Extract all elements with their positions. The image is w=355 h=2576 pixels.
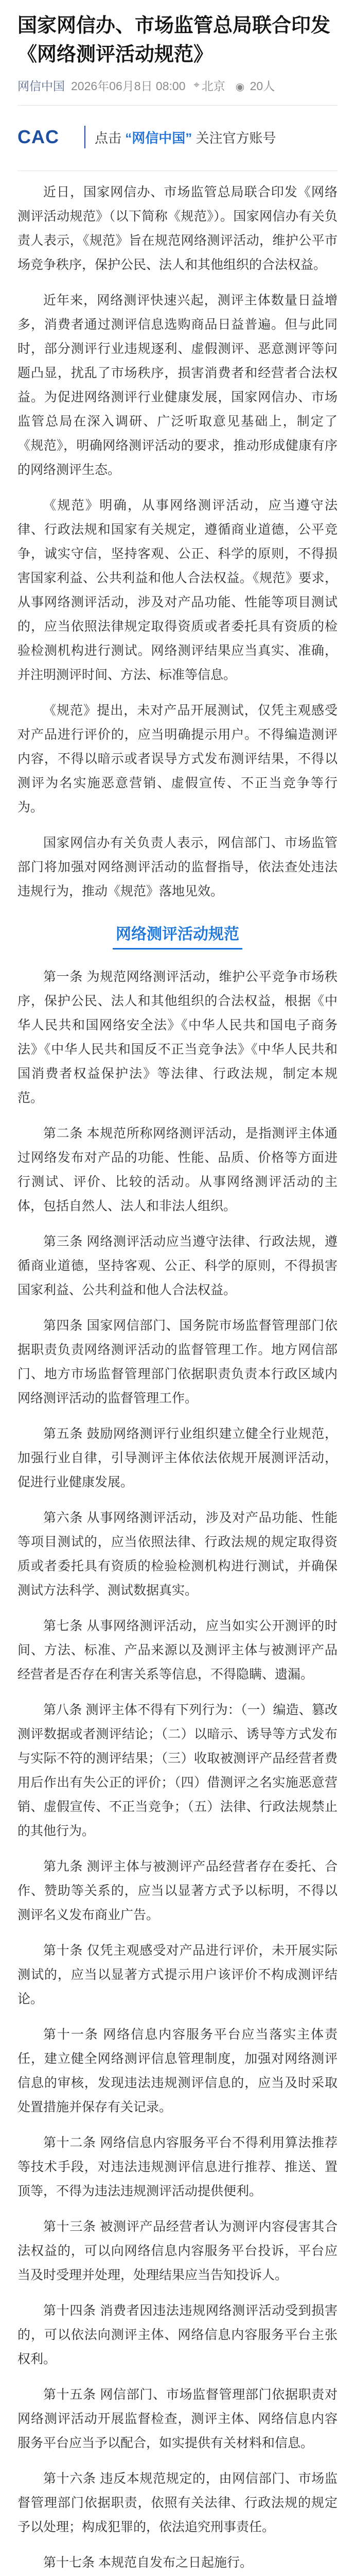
article-title: 国家网信办、市场监管总局联合印发《网络测评活动规范》 (17, 15, 331, 65)
regulation-article: 第十一条 网络信息内容服务平台应当落实主体责任，建立健全网络测评信息管理制度，加强对网络测评信息的审核，发现违法违规测评信息的，应当及时采取处置措施并保存有关记录。 (17, 2027, 338, 2114)
regulation-article: 第十条 仅凭主观感受对产品进行评价，未开展实际测试的，应当以显著方式提示用户该评价不构成测评结论。 (17, 1943, 338, 2006)
regulation-article: 第一条 为规范网络测评活动，维护公平竞争市场秩序，保护公民、法人和其他组织的合法权益，根据《中华人民共和国网络安全法》《中华人民共和国电子商务法》《中华人民共和国反不正当竞争法》《中华人民共和国消费者权益保护法》等法律、行政法规，制定本规范。 (17, 970, 338, 1105)
intro-paragraph: 《规范》明确，从事网络测评活动，应当遵守法律、行政法规和国家有关规定，遵循商业道德，公平竞争，诚实守信，坚持客观、公正、科学的原则，不得损害国家利益、公共利益和他人合法权益。《规范》要求，从事网络测评活动，涉及对产品功能、性能等项目测试的，应当依照法律规定取得资质或者委托具有资质的检验检测机构进行测试。网络测评结果应当真实、准确，并注明测评时间、方法、标准等信息。 (17, 498, 338, 682)
regulation-article: 第六条 从事网络测评活动，涉及对产品功能、性能等项目测试的，应当依照法律、行政法规的规定取得资质或者委托具有资质的检验检测机构进行测试，并确保测试方法科学、测试数据真实。 (17, 1511, 338, 1598)
regulation-article: 第十七条 本规范自发布之日起施行。 (43, 2555, 253, 2570)
regulation-article: 第三条 网络测评活动应当遵守法律、行政法规，遵循商业道德，坚持客观、公正、科学的原则，不得损害国家利益、公共利益和他人合法权益。 (17, 1234, 338, 1297)
intro-section (17, 180, 338, 904)
intro-paragraph: 国家网信办有关负责人表示，网信部门、市场监管部门将加强对网络测评活动的监督指导，依法查处违法违规行为，推动《规范》落地见效。 (17, 836, 338, 899)
regulation-article: 第七条 从事网络测评活动，应当如实公开测评的时间、方法、标准、产品来源以及测评主体与被测评产品经营者是否存在利害关系等信息，不得隐瞒、遗漏。 (17, 1619, 338, 1682)
intro-paragraph: 近日，国家网信办、市场监管总局联合印发《网络测评活动规范》（以下简称《规范》）。国家网信办有关负责人表示，《规范》旨在规范网络测评活动，维护公平市场竞争秩序，保护公民、法人和其他组织的合法权益。 (17, 185, 338, 272)
location-icon: ⌖ (193, 79, 200, 91)
cac-logo-text: CAC (17, 126, 59, 147)
regulation-article: 第十三条 被测评产品经营者认为测评内容侵害其合法权益的，可以向网络信息内容服务平台投诉，平台应当及时受理并处理，处理结果应当告知投诉人。 (17, 2219, 338, 2282)
section-header (17, 921, 338, 950)
regulation-article: 第十二条 网络信息内容服务平台不得利用算法推荐等技术手段，对违法违规测评信息进行推荐、推送、置顶等，不得为违法违规测评活动提供便利。 (17, 2136, 338, 2198)
article-meta (17, 76, 338, 94)
section-header-text: 网络测评活动规范 (113, 921, 242, 950)
intro-paragraph: 近年来，网络测评快速兴起，测评主体数量日益增多，消费者通过测评信息选购商品日益普遍。但与此同时，部分测评行业违规逐利、虚假测评、恶意测评等问题凸显，扰乱了市场秩序，损害消费者和经营者合法权益。为促进网络测评行业健康发展，国家网信办、市场监管总局在深入调研、广泛听取意见基础上，制定了《规范》，明确网络测评活动的要求，推动形成健康有序的网络测评生态。 (17, 293, 338, 477)
banner-suffix: 关注官方账号 (196, 130, 276, 146)
publish-location: 北京 (201, 79, 225, 93)
regulation-article: 第九条 测评主体与被测评产品经营者存在委托、合作、赞助等关系的，应当以显著方式予以标明，不得以测评名义发布商业广告。 (17, 1859, 338, 1922)
intro-paragraph: 《规范》提出，未对产品开展测试，仅凭主观感受对产品进行评价的，应当明确提示用户。不得编造测评内容，不得以暗示或者误导方式发布测评结果，不得以测评为名实施恶意营销、虚假宣传、不正当竞争等行为。 (17, 703, 338, 815)
regulation-article: 第四条 国家网信部门、国务院市场监督管理部门依据职责负责网络测评活动的监督管理工作。地方网信部门、地方市场监督管理部门依据职责负责本行政区域内网络测评活动的监督管理工作。 (17, 1318, 338, 1405)
top-divider (17, 105, 338, 106)
eye-icon: ◉ (235, 81, 245, 93)
regulation-body (17, 965, 338, 2575)
banner-text (95, 128, 276, 147)
banner-separator (84, 126, 85, 148)
regulation-article: 第五条 鼓励网络测评行业组织建立健全行业规范，加强行业自律，引导测评主体依法依规开展测评活动，促进行业健康发展。 (17, 1427, 338, 1489)
banner-prefix: 点击 (95, 130, 122, 146)
follow-banner[interactable] (17, 115, 338, 159)
regulation-article: 第二条 本规范所称网络测评活动，是指测评主体通过网络发布对产品的功能、性能、品质、价格等方面进行测试、评价、比较的活动。从事网络测评活动的主体，包括自然人、法人和非法人组织。 (17, 1126, 338, 1213)
publish-time: 2026年06月8日 08:00 (71, 79, 186, 93)
regulation-article: 第十五条 网信部门、市场监督管理部门依据职责对网络测评活动开展监督检查，测评主体、网络信息内容服务平台应当予以配合，如实提供有关材料和信息。 (17, 2387, 338, 2450)
cac-logo (17, 122, 79, 152)
view-count: 20人 (250, 79, 275, 93)
regulation-article: 第八条 测评主体不得有下列行为：（一）编造、篡改测评数据或者测评结论；（二）以暗示、诱导等方式发布与实际不符的测评结果；（三）收取被测评产品经营者费用后作出有失公正的评价；（四）借测评之名实施恶意营销、虚假宣传、不正当竞争；（五）法律、行政法规禁止的其他行为。 (17, 1703, 338, 1838)
author-link[interactable]: 网信中国 (17, 79, 65, 93)
regulation-article: 第十四条 消费者因违法违规网络测评活动受到损害的，可以依法向测评主体、网络信息内容服务平台主张权利。 (17, 2303, 338, 2366)
regulation-article: 第十六条 违反本规范规定的，由网信部门、市场监督管理部门依据职责，依照有关法律、行政法规的规定予以处理；构成犯罪的，依法追究刑事责任。 (17, 2471, 338, 2534)
view-count-wrap (236, 77, 275, 94)
banner-brand[interactable]: “网信中国” (125, 130, 192, 146)
